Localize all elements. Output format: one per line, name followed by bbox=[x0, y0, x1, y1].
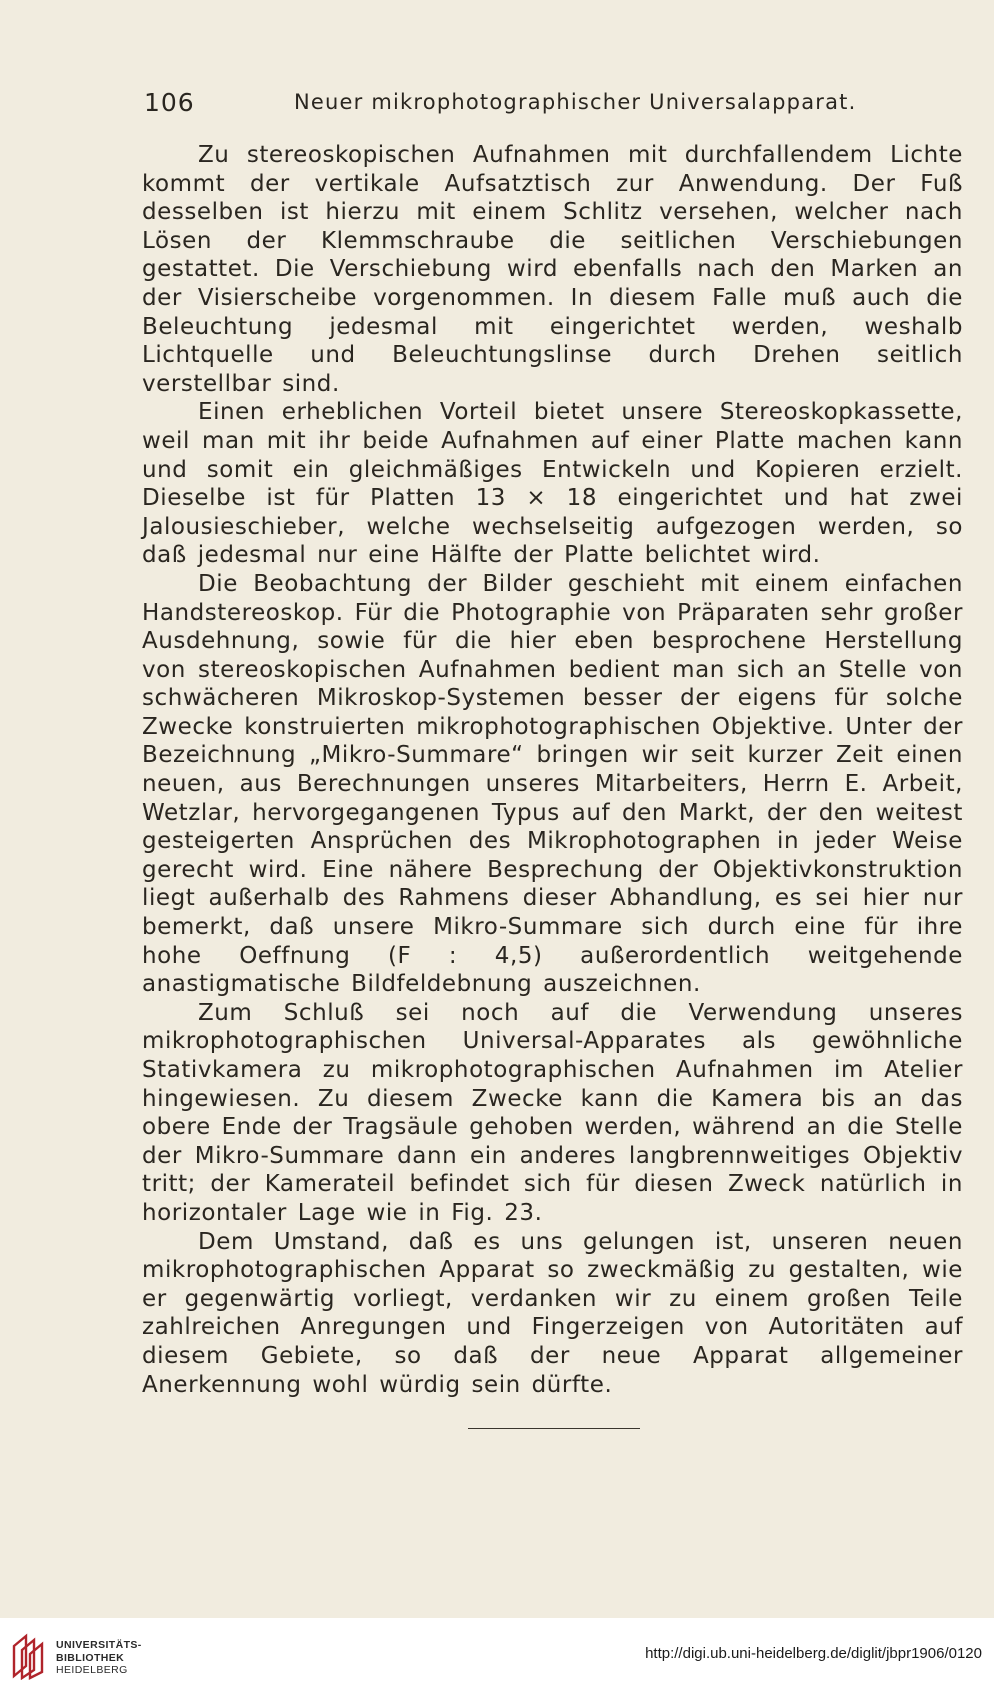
running-title: Neuer mikrophotographischer Universalapparat. bbox=[294, 90, 857, 114]
paragraph-2: Einen erheblichen Vorteil bietet unsere Stereoskopkassette, weil man mit ihr beide Aufnahmen auf einer Platte machen kann und somit ein gleichmäßiges Entwickeln und Kopieren erzielt. Dieselbe ist für Platten 13 × 18 eingerichtet und hat zwei Jalousieschieber, welche wechselseitig aufgezogen werden, so daß jedesmal nur eine Hälfte der Platte belichtet wird. bbox=[142, 399, 963, 569]
library-logo-icon bbox=[10, 1632, 46, 1680]
paragraph-5: Dem Umstand, daß es uns gelungen ist, unseren neuen mikrophotographischen Apparat so zweckmäßig zu gestalten, wie er gegenwärtig vorliegt, verdanken wir zu einem großen Teile zahlreichen Anregungen und Fingerzeigen von Autoritäten auf diesem Gebiete, so daß der neue Apparat allgemeiner Anerkennung wohl würdig sein dürfte. bbox=[142, 1228, 963, 1398]
library-name-line2: BIBLIOTHEK bbox=[56, 1651, 125, 1664]
end-rule-divider bbox=[468, 1428, 640, 1429]
library-name bbox=[56, 1639, 142, 1677]
source-url-link[interactable]: http://digi.ub.uni-heidelberg.de/diglit/jbpr1906/0120 bbox=[645, 1645, 982, 1662]
page-number: 106 bbox=[144, 88, 195, 117]
page-header bbox=[144, 88, 964, 122]
paragraph-1: Zu stereoskopischen Aufnahmen mit durchfallendem Lichte kommt der vertikale Aufsatztisch zur Anwendung. Der Fuß desselben ist hierzu mit einem Schlitz versehen, welcher nach Lösen der Klemmschraube die seitlichen Verschiebungen gestattet. Die Verschiebung wird ebenfalls nach den Marken an der Visierscheibe vorgenommen. In diesem Falle muß auch die Beleuchtung jedesmal mit eingerichtet werden, weshalb Lichtquelle und Beleuchtungslinse durch Drehen seitlich verstellbar sind. bbox=[142, 142, 963, 397]
library-name-line3: HEIDELBERG bbox=[56, 1664, 128, 1676]
library-name-line1: UNIVERSITÄTS- bbox=[56, 1639, 142, 1651]
paragraph-4: Zum Schluß sei noch auf die Verwendung unseres mikrophotographischen Universal-Apparates als gewöhnliche Stativkamera zu mikrophotographischen Aufnahmen im Atelier hingewiesen. Zu diesem Zwecke kann die Kamera bis an das obere Ende der Tragsäule gehoben werden, während an die Stelle der Mikro-Summare dann ein anderes langbrennweitiges Objektiv tritt; der Kamerateil befindet sich für diesen Zweck natürlich in horizontaler Lage wie in Fig. 23. bbox=[142, 999, 963, 1226]
footer-bar bbox=[0, 1618, 994, 1690]
body-text bbox=[142, 141, 963, 1399]
paragraph-3: Die Beobachtung der Bilder geschieht mit einem einfachen Handstereoskop. Für die Photographie von Präparaten sehr großer Ausdehnung, sowie für die hier eben besprochene Herstellung von stereoskopischen Aufnahmen bedient man sich an Stelle von schwächeren Mikroskop-Systemen besser der eigens für solche Zwecke konstruierten mikrophotographischen Objektive. Unter der Bezeichnung „Mikro-Summare“ bringen wir seit kurzer Zeit einen neuen, aus Berechnungen unseres Mitarbeiters, Herrn E. Arbeit, Wetzlar, hervorgegangenen Typus auf den Markt, der den weitest gesteigerten Ansprüchen des Mikrophotographen in jeder Weise gerecht wird. Eine nähere Besprechung der Objektivkonstruktion liegt außerhalb des Rahmens dieser Abhandlung, es sei hier nur bemerkt, daß unsere Mikro-Summare sich durch eine für ihre hohe Oeffnung (F : 4,5) außerordentlich weitgehende anastigmatische Bildfeldebnung auszeichnen. bbox=[142, 570, 963, 998]
